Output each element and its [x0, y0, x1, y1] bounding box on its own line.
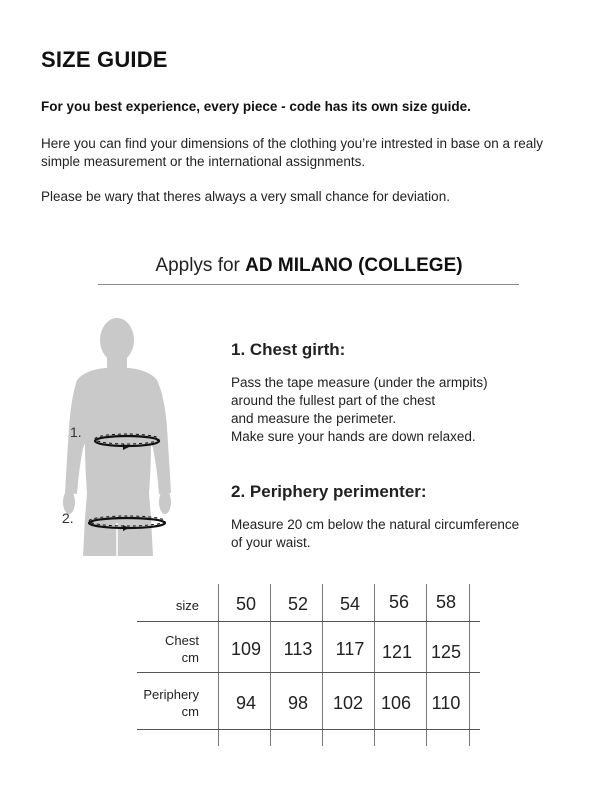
chest-girth-heading: 1. Chest girth: — [231, 340, 346, 359]
table-row-label — [127, 597, 199, 614]
table-cell: 98 — [287, 693, 309, 713]
row-label-line: size — [175, 598, 199, 613]
table-cell: 94 — [235, 693, 257, 713]
table-cell: 117 — [335, 639, 365, 659]
deviation-note: Please be wary that theres always a very small chance for deviation. — [41, 189, 450, 204]
table-cell: 50 — [235, 594, 257, 614]
row-label-line: Periphery — [143, 687, 199, 702]
chest-girth-instructions — [231, 374, 571, 446]
table-row-divider — [137, 621, 480, 622]
table-cell: 102 — [332, 693, 364, 713]
row-label-line: Chest — [165, 633, 199, 648]
applies-brand: AD MILANO (COLLEGE) — [245, 255, 463, 276]
table-cell: 113 — [283, 639, 313, 659]
table-cell: 52 — [287, 594, 309, 614]
table-cell: 54 — [339, 594, 361, 614]
instruction-line: Make sure your hands are down relaxed. — [231, 429, 476, 444]
applies-prefix: Applys for — [155, 255, 240, 276]
section-divider — [98, 284, 519, 285]
applies-heading — [0, 255, 600, 277]
instruction-line: around the fullest part of the chest — [231, 393, 436, 408]
row-label-line: cm — [181, 704, 199, 719]
table-row-label — [127, 632, 199, 666]
instruction-line: and measure the perimeter. — [231, 411, 397, 426]
row-label-line: cm — [181, 650, 199, 665]
table-cell: 125 — [430, 642, 462, 662]
table-column-divider — [218, 584, 219, 746]
chest-marker-number: 1. — [70, 424, 82, 440]
table-cell: 58 — [435, 592, 457, 612]
periphery-heading: 2. Periphery perimenter: — [231, 482, 427, 501]
table-row-divider — [137, 672, 480, 673]
table-cell: 56 — [388, 592, 410, 612]
instruction-line: of your waist. — [231, 535, 311, 550]
table-cell: 110 — [431, 693, 461, 713]
table-cell: 121 — [381, 642, 413, 662]
page-title: SIZE GUIDE — [41, 47, 168, 72]
table-cell: 109 — [230, 639, 262, 659]
instruction-line: Measure 20 cm below the natural circumference — [231, 517, 520, 532]
table-cell: 106 — [380, 693, 412, 713]
table-row-label — [127, 686, 199, 720]
periphery-instructions — [231, 516, 571, 552]
intro-paragraph: Here you can find your dimensions of the clothing you’re intrested in base on a realy simple measurement or the international assignments. — [41, 136, 544, 169]
waist-marker-number: 2. — [62, 510, 74, 526]
lead-text: For you best experience, every piece - code has its own size guide. — [41, 99, 471, 114]
body-silhouette-icon — [55, 318, 180, 563]
instruction-line: Pass the tape measure (under the armpits) — [231, 375, 488, 390]
table-row-divider — [137, 729, 480, 730]
